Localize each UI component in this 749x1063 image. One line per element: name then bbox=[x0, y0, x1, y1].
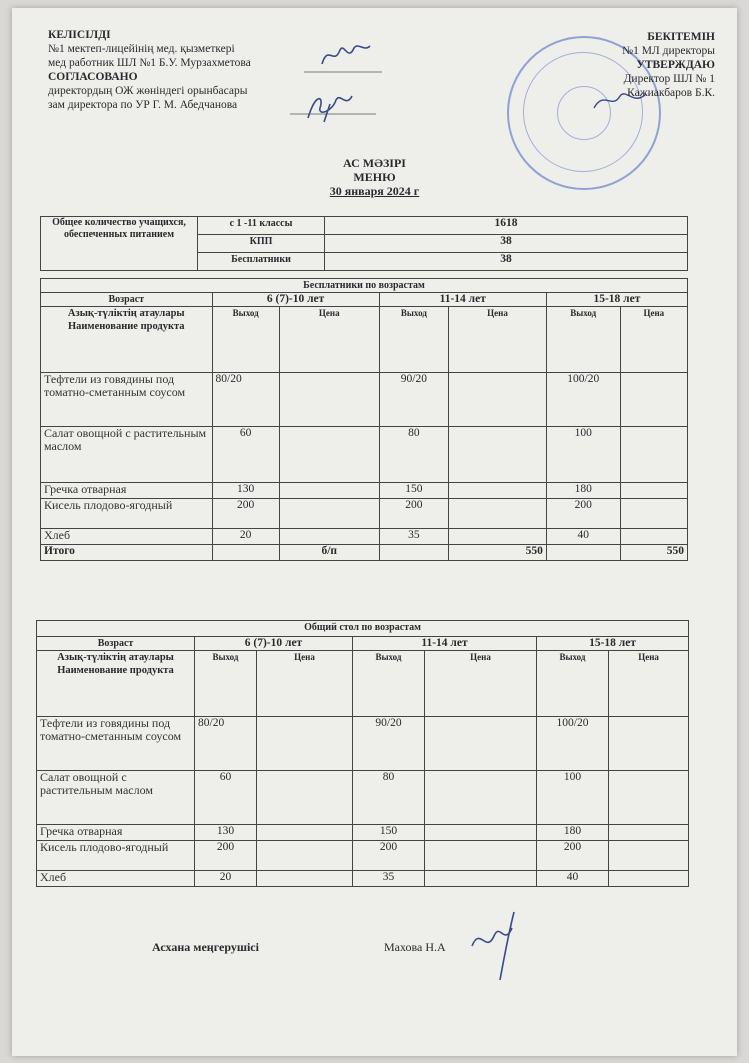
summary-row-name: КПП bbox=[198, 235, 325, 253]
output-value: 40 bbox=[537, 871, 609, 887]
canteen-head-signature-icon bbox=[464, 906, 534, 986]
price-cell bbox=[279, 373, 379, 427]
output-value: 180 bbox=[546, 483, 620, 499]
output-value: 200 bbox=[212, 499, 279, 529]
summary-label: Общее количество учащихся, обеспеченных питанием bbox=[41, 217, 198, 271]
price-cell bbox=[449, 499, 547, 529]
price-cell bbox=[609, 871, 689, 887]
age-group: 15-18 лет bbox=[546, 293, 687, 307]
output-value: 130 bbox=[212, 483, 279, 499]
output-value: 200 bbox=[379, 499, 448, 529]
free-meals-table bbox=[40, 278, 688, 561]
price-cell bbox=[620, 483, 687, 499]
product-name: Тефтели из говядины под томатно-сметанным соусом bbox=[37, 717, 195, 771]
price-cell bbox=[257, 825, 353, 841]
product-name: Салат овощной с растительным маслом bbox=[37, 771, 195, 825]
age-label: Возраст bbox=[37, 637, 195, 651]
output-value: 150 bbox=[379, 483, 448, 499]
director-line-ru: Директор ШЛ № 1 bbox=[623, 73, 715, 85]
output-value: 150 bbox=[353, 825, 425, 841]
product-name: Гречка отварная bbox=[37, 825, 195, 841]
total-empty bbox=[212, 545, 279, 561]
output-header: Выход bbox=[195, 651, 257, 717]
summary-table bbox=[40, 216, 688, 271]
menu-title-ru: МЕНЮ bbox=[353, 170, 396, 184]
medic-signature-icon bbox=[304, 36, 384, 76]
price-cell bbox=[425, 717, 537, 771]
output-value: 35 bbox=[353, 871, 425, 887]
price-cell bbox=[609, 717, 689, 771]
output-value: 200 bbox=[537, 841, 609, 871]
output-value: 20 bbox=[195, 871, 257, 887]
price-cell bbox=[425, 871, 537, 887]
price-cell bbox=[449, 529, 547, 545]
agreed-ru-heading: СОГЛАСОВАНО bbox=[48, 71, 138, 83]
output-value: 180 bbox=[537, 825, 609, 841]
total-value: б/п bbox=[279, 545, 379, 561]
total-value: 550 bbox=[449, 545, 547, 561]
document-page bbox=[12, 8, 737, 1056]
price-cell bbox=[425, 771, 537, 825]
price-header: Цена bbox=[449, 307, 547, 373]
output-value: 200 bbox=[195, 841, 257, 871]
price-cell bbox=[449, 483, 547, 499]
product-name: Кисель плодово-ягодный bbox=[41, 499, 213, 529]
product-header: Азық-түліктің атаулары Наименование продукта bbox=[37, 651, 195, 717]
price-cell bbox=[620, 529, 687, 545]
output-value: 80/20 bbox=[195, 717, 257, 771]
output-value: 100 bbox=[537, 771, 609, 825]
approve-ru-heading: УТВЕРЖДАЮ bbox=[636, 59, 715, 71]
summary-row-value: 1618 bbox=[325, 217, 688, 235]
price-cell bbox=[609, 841, 689, 871]
total-empty bbox=[546, 545, 620, 561]
output-value: 80 bbox=[379, 427, 448, 483]
price-cell bbox=[609, 825, 689, 841]
product-header: Азық-түліктің атаулары Наименование продукта bbox=[41, 307, 213, 373]
age-group: 6 (7)-10 лет bbox=[195, 637, 353, 651]
approve-kz-heading: БЕКІТЕМІН bbox=[647, 31, 715, 43]
summary-row-value: 38 bbox=[325, 235, 688, 253]
product-name: Хлеб bbox=[41, 529, 213, 545]
output-value: 200 bbox=[353, 841, 425, 871]
price-cell bbox=[279, 499, 379, 529]
price-cell bbox=[257, 841, 353, 871]
summary-row-value: 38 bbox=[325, 253, 688, 271]
output-value: 90/20 bbox=[379, 373, 448, 427]
product-name: Салат овощной с растительным маслом bbox=[41, 427, 213, 483]
output-header: Выход bbox=[537, 651, 609, 717]
director-name: Кажиакбаров Б.К. bbox=[627, 87, 715, 99]
output-value: 40 bbox=[546, 529, 620, 545]
director-line-kz: №1 МЛ директоры bbox=[622, 45, 715, 57]
total-empty bbox=[379, 545, 448, 561]
price-cell bbox=[425, 825, 537, 841]
age-label: Возраст bbox=[41, 293, 213, 307]
product-name: Гречка отварная bbox=[41, 483, 213, 499]
age-group: 11-14 лет bbox=[353, 637, 537, 651]
output-value: 20 bbox=[212, 529, 279, 545]
canteen-head-name: Махова Н.А bbox=[384, 940, 446, 954]
deputy-line-ru: зам директора по УР Г. М. Абедчанова bbox=[48, 99, 238, 111]
price-cell bbox=[620, 427, 687, 483]
age-group: 15-18 лет bbox=[537, 637, 689, 651]
output-header: Выход bbox=[379, 307, 448, 373]
output-value: 60 bbox=[195, 771, 257, 825]
output-header: Выход bbox=[212, 307, 279, 373]
price-cell bbox=[257, 771, 353, 825]
general-table bbox=[36, 620, 689, 887]
canteen-head-role: Асхана меңгерушісі bbox=[152, 940, 259, 954]
output-value: 90/20 bbox=[353, 717, 425, 771]
price-header: Цена bbox=[609, 651, 689, 717]
price-cell bbox=[279, 427, 379, 483]
agreed-kz-heading: КЕЛІСІЛДІ bbox=[48, 29, 111, 41]
summary-row-name: Бесплатники bbox=[198, 253, 325, 271]
price-cell bbox=[620, 499, 687, 529]
medic-line-kz: №1 мектеп-лицейінің мед. қызметкері bbox=[48, 43, 235, 55]
table-title: Общий стол по возрастам bbox=[37, 621, 689, 637]
output-value: 80/20 bbox=[212, 373, 279, 427]
output-value: 60 bbox=[212, 427, 279, 483]
menu-date: 30 января 2024 г bbox=[329, 184, 420, 198]
total-value: 550 bbox=[620, 545, 687, 561]
price-cell bbox=[279, 529, 379, 545]
price-cell bbox=[257, 717, 353, 771]
price-cell bbox=[620, 373, 687, 427]
approval-right-block bbox=[495, 30, 715, 100]
output-header: Выход bbox=[546, 307, 620, 373]
output-value: 200 bbox=[546, 499, 620, 529]
output-value: 100 bbox=[546, 427, 620, 483]
output-value: 100/20 bbox=[537, 717, 609, 771]
summary-row-name: с 1 -11 классы bbox=[198, 217, 325, 235]
price-cell bbox=[425, 841, 537, 871]
deputy-signature-icon bbox=[290, 82, 380, 132]
price-header: Цена bbox=[425, 651, 537, 717]
table-title: Бесплатники по возрастам bbox=[41, 279, 688, 293]
output-header: Выход bbox=[353, 651, 425, 717]
product-name: Хлеб bbox=[37, 871, 195, 887]
age-group: 11-14 лет bbox=[379, 293, 546, 307]
price-cell bbox=[609, 771, 689, 825]
total-label: Итого bbox=[41, 545, 213, 561]
price-cell bbox=[257, 871, 353, 887]
output-value: 80 bbox=[353, 771, 425, 825]
menu-title-kz: АС МӘЗІРІ bbox=[343, 156, 406, 170]
product-name: Тефтели из говядины под томатно-сметанным соусом bbox=[41, 373, 213, 427]
medic-line-ru: мед работник ШЛ №1 Б.У. Мурзахметова bbox=[48, 57, 251, 69]
price-cell bbox=[279, 483, 379, 499]
output-value: 100/20 bbox=[546, 373, 620, 427]
product-name: Кисель плодово-ягодный bbox=[37, 841, 195, 871]
price-cell bbox=[449, 373, 547, 427]
price-cell bbox=[449, 427, 547, 483]
age-group: 6 (7)-10 лет bbox=[212, 293, 379, 307]
price-header: Цена bbox=[257, 651, 353, 717]
output-value: 130 bbox=[195, 825, 257, 841]
deputy-line-kz: директордың ОЖ жөніндегі орынбасары bbox=[48, 85, 248, 97]
price-header: Цена bbox=[620, 307, 687, 373]
output-value: 35 bbox=[379, 529, 448, 545]
price-header: Цена bbox=[279, 307, 379, 373]
